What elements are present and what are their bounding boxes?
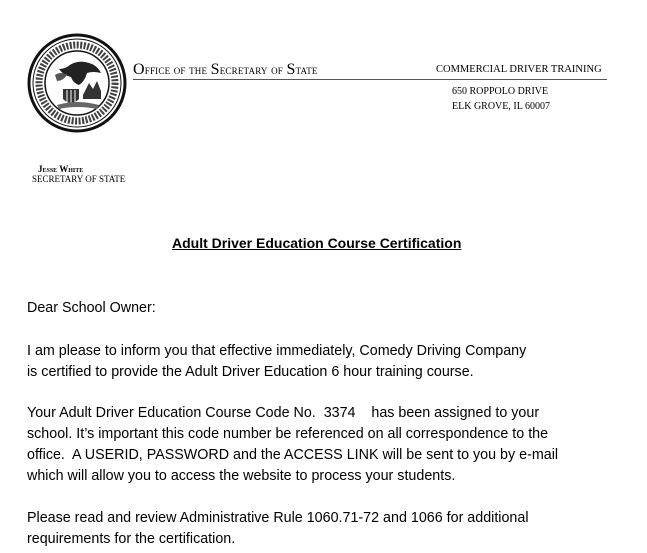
address-line-2: ELK GROVE, IL 60007 xyxy=(452,101,550,112)
paragraph-line: requirements for the certification. xyxy=(27,531,236,547)
office-title-text: ecretary of xyxy=(219,62,287,77)
address-line-1: 650 ROPPOLO DRIVE xyxy=(452,86,549,97)
header-rule xyxy=(133,79,607,80)
illinois-state-seal-icon xyxy=(27,33,127,133)
department-name: COMMERCIAL DRIVER TRAINING xyxy=(436,64,602,75)
paragraph-line: Your Adult Driver Education Course Code No. 3374 has been assigned to your xyxy=(27,405,540,421)
office-title-text: tate xyxy=(295,62,318,77)
paragraph-line: Please read and review Administrative Rule 1060.71-72 and 1066 for additional xyxy=(27,510,529,526)
office-title-initial: S xyxy=(210,61,220,78)
paragraph-line: is certified to provide the Adult Driver Education 6 hour training course. xyxy=(27,364,474,380)
paragraph-line: school. It’s important this code number be referenced on all correspondence to the xyxy=(27,426,549,442)
paragraph-course-code xyxy=(27,403,637,487)
paragraph-line: which will allow you to access the website to process your students. xyxy=(27,468,456,484)
document-title: Adult Driver Education Course Certification xyxy=(172,235,462,251)
greeting: Dear School Owner: xyxy=(27,300,156,316)
paragraph-line: office. A USERID, PASSWORD and the ACCESS LINK will be sent to you by e-mail xyxy=(27,447,559,463)
office-title xyxy=(133,61,318,79)
signatory-title: SECRETARY OF STATE xyxy=(32,174,126,184)
office-title-initial: S xyxy=(286,61,296,78)
office-title-initial: O xyxy=(133,61,145,78)
paragraph-certification xyxy=(27,341,637,383)
paragraph-rules xyxy=(27,508,637,550)
signatory-name: Jesse White xyxy=(38,164,84,174)
office-title-text: ffice of the xyxy=(144,62,211,77)
paragraph-line: I am please to inform you that effective immediately, Comedy Driving Company xyxy=(27,343,527,359)
